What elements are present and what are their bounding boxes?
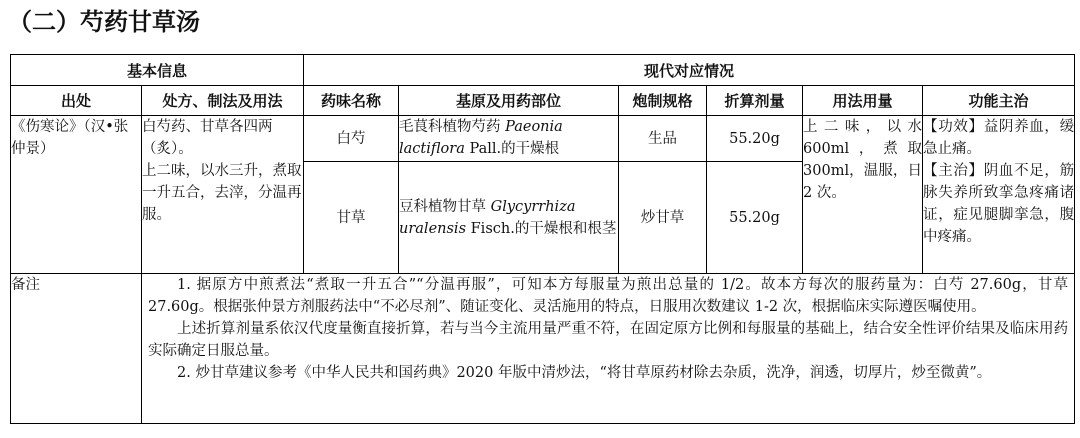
herb-origin [399, 116, 619, 162]
notes-label: 备注 [11, 274, 142, 424]
notes-cell [142, 274, 1075, 424]
herb-dose: 55.20g [707, 162, 803, 274]
section-title: （二）芍药甘草汤 [8, 8, 200, 36]
header-basic-info: 基本信息 [11, 55, 304, 86]
table-row [11, 116, 1075, 162]
col-source: 出处 [11, 86, 142, 116]
note-paragraph-3: 2. 炒甘草建议参考《中华人民共和国药典》2020 年版中清炒法，“将甘草原药材除去杂质，洗净，润透，切厚片，炒至微黄”。 [177, 365, 992, 381]
col-origin: 基原及用药部位 [399, 86, 619, 116]
origin-text: Fisch.的干燥根和根茎 [466, 220, 617, 237]
function-indication: 【主治】阴血不足，筋脉失养所致挛急疼痛诸证，症见腿脚挛急，腹中疼痛。 [923, 163, 1075, 245]
origin-latin: Paeonia lactiflora [399, 119, 563, 157]
origin-text: 毛茛科植物芍药 [399, 119, 506, 135]
column-header-row [11, 86, 1075, 116]
origin-text: 豆科植物甘草 [399, 198, 491, 215]
herb-origin [399, 162, 619, 274]
function-efficacy: 【功效】益阴养血，缓急止痛。 [923, 119, 1075, 157]
col-usage: 用法用量 [803, 86, 923, 116]
herb-processing: 炒甘草 [619, 162, 707, 274]
col-processing: 炮制规格 [619, 86, 707, 116]
col-herb-name: 药味名称 [304, 86, 399, 116]
col-dose: 折算剂量 [707, 86, 803, 116]
group-header-row [11, 55, 1075, 86]
herb-dose: 55.20g [707, 116, 803, 162]
prescription-method: 上二味，以水三升，煮取一升五合，去滓，分温再服。 [142, 163, 302, 223]
origin-latin: Glycyrrhiza uralensis [399, 198, 576, 237]
note-paragraph-2: 上述折算剂量系依汉代度量衡直接折算，若与当今主流用量严重不符，在固定原方比例和每服量的基础上，结合安全性评价结果及临床用药实际确定日服总量。 [148, 321, 1069, 359]
function-cell [923, 116, 1075, 274]
formula-table [10, 54, 1075, 424]
col-function: 功能主治 [923, 86, 1075, 116]
usage-cell: 上二味，以水600ml，煮取300ml，温服，日 2 次。 [803, 116, 923, 274]
herb-processing: 生品 [619, 116, 707, 162]
notes-row [11, 274, 1075, 424]
source-cell: 《伤寒论》（汉•张仲景） [11, 116, 142, 274]
prescription-cell [142, 116, 304, 274]
prescription-ingredients: 白芍药、甘草各四两（炙）。 [142, 119, 273, 157]
herb-name: 白芍 [304, 116, 399, 162]
note-paragraph-1: 1. 据原方中煎煮法“煮取一升五合”“分温再服”，可知本方每服量为煎出总量的 1/2。故本方每次的服药量为：白芍 27.60g，甘草 27.60g。根据张仲景方剂服药法中“不必尽剂”、随证变化、灵活施用的特点，日服用次数建议 1-2 次，根据临床实际遵医嘱使用。 [148, 277, 1069, 315]
origin-text: Pall.的干燥根 [464, 141, 560, 157]
col-prescription: 处方、制法及用法 [142, 86, 304, 116]
herb-name: 甘草 [304, 162, 399, 274]
header-modern: 现代对应情况 [304, 55, 1075, 86]
